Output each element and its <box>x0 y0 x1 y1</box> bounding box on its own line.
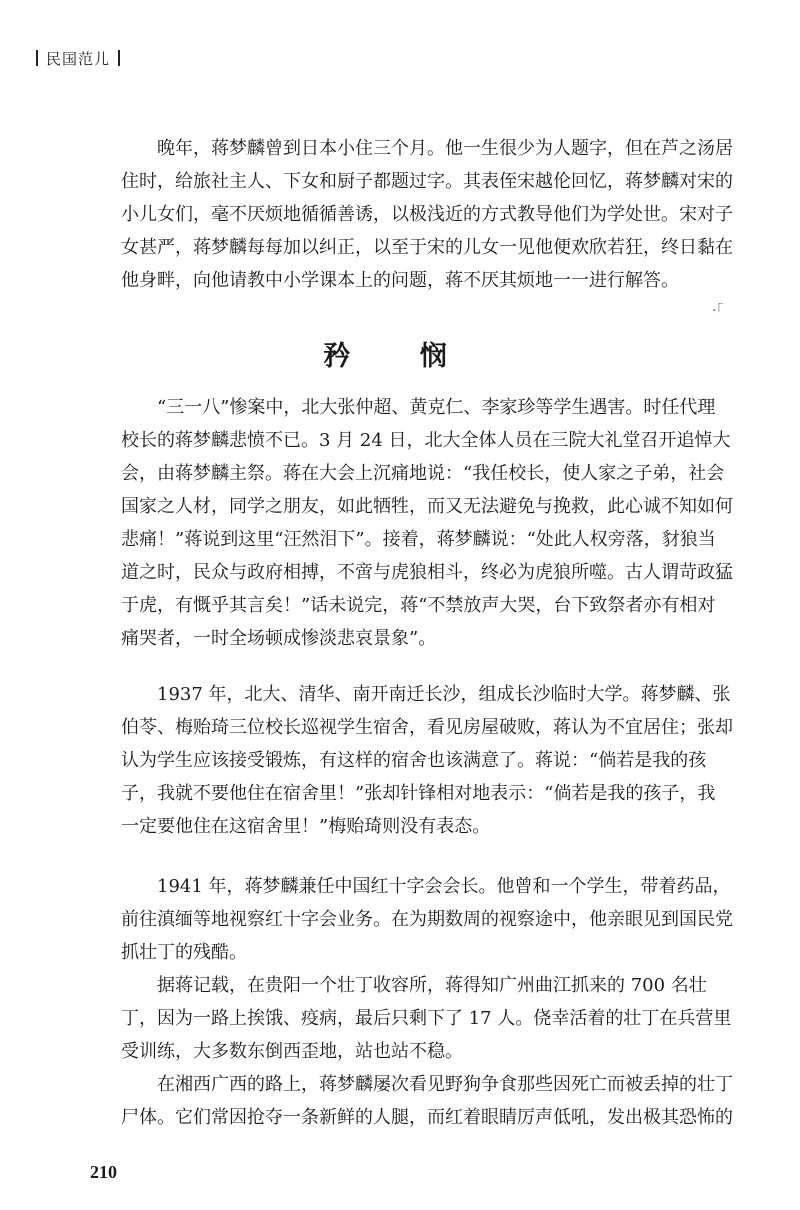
paragraph-block-2 <box>121 391 733 655</box>
header-left-rule <box>36 50 38 66</box>
running-title: 民国范儿 <box>46 50 111 68</box>
paragraph-block-4 <box>121 870 733 1134</box>
paragraph-6: 在湘西广西的路上，蒋梦麟屡次看见野狗争食那些因死亡而被丢掉的壮丁尸体。它们常因抢夺一条新鲜的人腿，而红着眼睛厉声低吼，发出极其恐怖的 <box>121 1074 733 1128</box>
paragraph-block-1 <box>121 132 733 297</box>
running-header <box>36 48 120 69</box>
header-right-rule <box>118 50 120 66</box>
margin-mark: ·「 <box>712 303 724 319</box>
page-number: 210 <box>90 1162 117 1182</box>
paragraph-1: 晚年，蒋梦麟曾到日本小住三个月。他一生很少为人题字，但在芦之汤居住时，给旅社主人、下女和厨子都题过字。其表侄宋越伦回忆，蒋梦麟对宋的小儿女们，毫不厌烦地循循善诱，以极浅近的方式教导他们为学处世。宋对子女甚严，蒋梦麟每每加以纠正，以至于宋的儿女一见他便欢欣若狂，终日黏在他身畔，向他请教中小学课本上的问题，蒋不厌其烦地一一进行解答。 <box>121 138 733 291</box>
section-title: 矜 悯 <box>323 341 477 372</box>
paragraph-5: 据蒋记载，在贵阳一个壮丁收容所，蒋得知广州曲江抓来的 700 名壮丁，因为一路上挨饿、疫病，最后只剩下了 17 人。侥幸活着的壮丁在兵营里受训练，大多数东倒西歪地，站也站不稳。 <box>121 975 732 1062</box>
paragraph-4: 1941 年，蒋梦麟兼任中国红十字会会长。他曾和一个学生，带着药品，前往滇缅等地视察红十字会业务。在为期数周的视察途中，他亲眼见到国民党抓壮丁的残酷。 <box>121 876 733 963</box>
paragraph-2: “三一八”惨案中，北大张仲超、黄克仁、李家珍等学生遇害。时任代理校长的蒋梦麟悲愤不已。3 月 24 日，北大全体人员在三院大礼堂召开追悼大会，由蒋梦麟主祭。蒋在大会上沉痛地说：“我任校长，使人家之子弟，社会国家之人材，同学之朋友，如此牺牲，而又无法避免与挽救，此心诚不知如何悲痛！”蒋说到这里“汪然泪下”。接着，蒋梦麟说：“处此人权旁落，豺狼当道之时，民众与政府相搏，不啻与虎狼相斗，终必为虎狼所噬。古人谓苛政猛于虎，有慨乎其言矣！”话未说完，蒋“不禁放声大哭，台下致祭者亦有相对痛哭者，一时全场顿成惨淡悲哀景象”。 <box>121 397 733 649</box>
paragraph-3: 1937 年，北大、清华、南开南迁长沙，组成长沙临时大学。蒋梦麟、张伯苓、梅贻琦三位校长巡视学生宿舍，看见房屋破败，蒋认为不宜居住；张却认为学生应该接受锻炼，有这样的宿舍也该满意了。蒋说：“倘若是我的孩子，我就不要他住在宿舍里！”张却针锋相对地表示：“倘若是我的孩子，我一定要他住在这宿舍里！”梅贻琦则没有表态。 <box>121 684 733 837</box>
paragraph-block-3 <box>121 678 733 843</box>
